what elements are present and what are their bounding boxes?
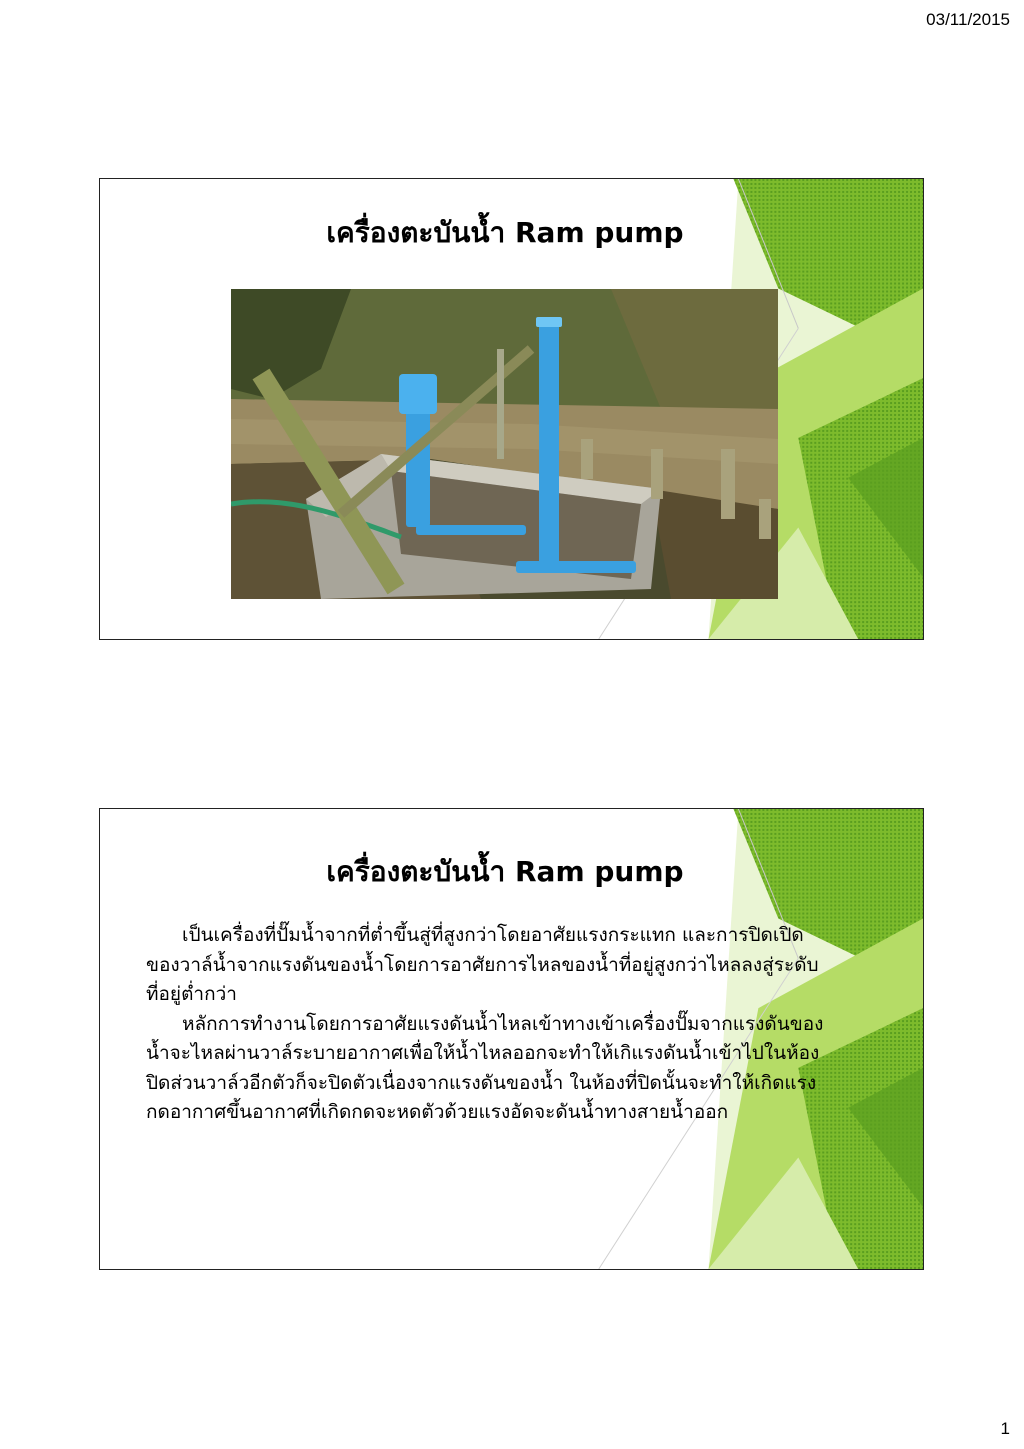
page-date: 03/11/2015	[926, 10, 1010, 29]
slide-body-text	[146, 921, 826, 1128]
page-number: 1	[1000, 1419, 1010, 1438]
paragraph-definition: เป็นเครื่องที่ปั๊มน้ำจากที่ต่ำขึ้นสู่ที่สูงกว่าโดยอาศัยแรงกระแทก และการปิดเปิดของวาล์น้ำจากแรงดันของน้ำโดยการอาศัยการไหลของน้ำที่อยู่สูงกว่าไหลลงสู่ระดับที่อยู่ต่ำกว่า	[146, 924, 819, 1005]
paragraph-principle: หลักการทำงานโดยการอาศัยแรงดันน้ำไหลเข้าทางเข้าเครื่องปั๊มจากแรงดันของน้ำจะไหลผ่านวาล์ระบายอากาศเพื่อให้น้ำไหลออกจะทำให้เกิแรงดันน้ำเข้าไปในห้องปิดส่วนวาล์วอีกตัวก็จะปิดตัวเนื่องจากแรงดันของน้ำ ในห้องที่ปิดนั้นจะทำให้เกิดแรงกดอากาศขึ้นอากาศที่เกิดกดจะหดตัวด้วยแรงอัดจะดันน้ำทางสายน้ำออก	[146, 1012, 824, 1123]
slide-2	[99, 808, 924, 1270]
ram-pump-photo	[231, 289, 778, 599]
slide-1	[99, 178, 924, 640]
slide-title: เครื่องตะบันน้ำ Ram pump	[326, 855, 684, 888]
slide-title: เครื่องตะบันน้ำ Ram pump	[326, 216, 684, 249]
